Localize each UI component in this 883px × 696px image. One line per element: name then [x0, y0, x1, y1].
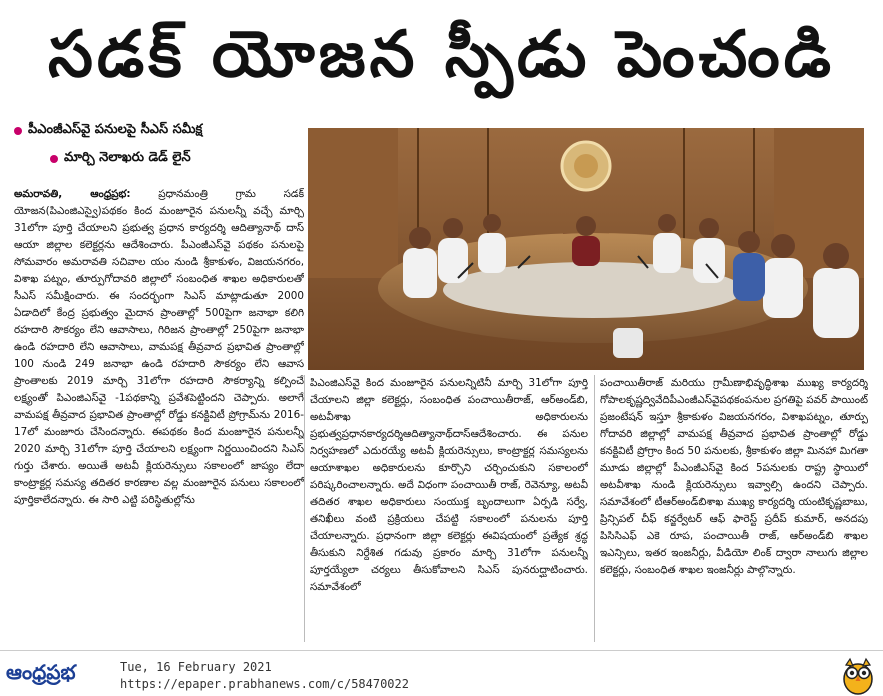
logo-text: ఆంధ్రప్రభ	[6, 659, 76, 684]
footer-info	[120, 659, 409, 693]
article-column-3	[600, 375, 868, 642]
subhead-1	[14, 122, 304, 140]
subhead-1-text: పీఎంజీఎస్‌వై పనులపై సీఎస్ సమీక్ష	[28, 122, 203, 137]
source-url[interactable]: https://epaper.prabhanews.com/c/58470022	[120, 677, 409, 691]
dateline: అమరావతి, ఆంధ్రప్రభ:	[14, 188, 131, 200]
column-1-text: ప్రధానమంత్రి గ్రామ సడక్ యోజన(పిఎంజిఎస్వై)పథకం కింద మంజూరైన పనులన్నీ వచ్చే మార్చి 31లోగా పూర్తి చేయాలని ప్రభుత్వ ప్రధాన కార్యదర్శి ఆదిత్యానాథ్ దాస్ ఆయా జిల్లాల కలెక్టర్లను ఆదేశించారు. పీఎంజీఎస్‌వై పథకం పనులపై సోమవారం అమరావతి సచివాల యం నుండి శ్రీకాకుళం, విజయనగరం, విశాఖ పట్నం, తూర్పుగోదావరి జిల్లాలో సంబంధిత శాఖల అధికారులతో సీఎస్ సమీక్షించారు. ఈ సందర్భంగా సిఎస్ మాట్లాడుతూ 2000 ఏడాదిలో కేంద్ర ప్రభుత్వం మైదాన ప్రాంతాల్లో 500పైగా జనాభా కలిగి రహదారి సౌకర్యం లేని ఆవాసాలు, గిరిజన ప్రాంతాల్లో 250పైగా జనాభా ఉండి రహదారి లేని ఆవాసాలు, వామపక్ష తీవ్రవాద ప్రభావిత ప్రాంతాల్లో 100 నుండి 249 జనాభా ఉండి రహదారి సౌకర్యం లేని ఆవాస ప్రాంతాలకు 2019 మార్చి 31లోగా రహదారి సౌకర్యాన్ని కల్పించే లక్ష్యంతో పిఎంజిఎస్‌వై -1పథకాన్ని ప్రవేశపెట్టిందని చెప్పారు. అలాగే వామపక్ష తీవ్రవాద ప్రభావిత ప్రాంతాల్లో రోడ్డు కనక్టివిటీ ప్రోగ్రామ్‌ను 2016-17లో మంజూరు చేసిందన్నారు. ఈపథకం కింద మంజూరైన పనులన్నీ 2020 మార్చి 31లోగా పూర్తి చేయాలని లక్ష్యంగా నిర్ణయించిందని సిఎస్ గుర్తు చేశారు. అయితే అటవీ క్లియరెన్సులు సకాలంలో జాప్యం లేదా కాంట్రాక్టర్ల సమస్య తదితర కారణాల వల్ల మంజూరైన పనులు సకాలంలో పూర్తికాలేదన్నారు. ఈ సారి ఎట్టి పరిస్థితుల్లోను	[14, 188, 304, 506]
newspaper-logo	[6, 657, 118, 691]
owl-icon	[841, 655, 875, 695]
footer	[0, 650, 883, 696]
paragraph-1	[14, 186, 304, 509]
publication-date: Tue, 16 February 2021	[120, 660, 272, 674]
column-2-text: పిఎంజిఎస్‌వై కింద మంజూరైన పనులన్నిటినీ మార్చి 31లోగా పూర్తి చేయాలని జిల్లా కలెక్టర్లు, సంబంధిత పంచాయితీరాజ్, ఆర్అండ్‌బి, అటవీశాఖ అధికారులను ప్రభుత్వప్రధానకార్యదర్శిఆదిత్యానాథ్‌దాస్‌ఆదేశించారు. ఈ పనుల నిర్వహణలో ఎదురయ్యే అటవీ క్లియరెన్సులు, కాంట్రాక్టర్ల సమస్యలను ఆయాశాఖల అధికారులను కూర్చొని చర్చించుకుని సకాలంలో పరిష్కరించాలన్నారు. అదే విధంగా పంచాయితీ రాజ్, రెవెన్యూ, అటవీ తదితర శాఖల అధికారులు సంయుక్త బృందాలుగా ఏర్పడి సర్వే, తనిఖీలు వంటి ప్రక్రియలు చేపట్టి సకాలంలో పనులను పూర్తి చేయాలన్నారు. ప్రధానంగా జిల్లా కలెక్టర్లు ఈవిషయంలో ప్రత్యేక శ్రద్ధ తీసుకుని నిర్దేశిత గడువు ప్రకారం మార్చి 31లోగా పనులన్నీ పూర్తయ్యేలా చర్యలు తీసుకోవాలని సిఎస్ పునరుద్ఘాటించారు. సమావేశంలో	[310, 377, 588, 593]
subhead-2	[50, 150, 304, 168]
subhead-2-text: మార్చి నెలాఖరు డెడ్ లైన్	[64, 150, 191, 165]
meeting-photo	[308, 128, 864, 370]
bullet-icon	[50, 155, 58, 163]
column-divider	[304, 375, 305, 642]
subheads	[14, 122, 304, 178]
meeting-photo-illustration	[308, 128, 864, 370]
headline: సడక్ యోజన స్పీడు పెంచండి	[47, 17, 836, 92]
column-divider	[594, 375, 595, 642]
column-3-text: పంచాయితీరాజ్ మరియు గ్రామీణాభివృద్ధిశాఖ ముఖ్య కార్యదర్శి గోపాలకృష్ణద్వివేదిపీఎంజీఎస్‌వైపథకంపనుల ప్రగతిపై పవర్ పాయింట్ ప్రజంటేషన్ ఇస్తూ శ్రీకాకుళం విజయనగరం, విశాఖపట్నం, తూర్పు గోదావరి జిల్లాల్లో వామపక్ష తీవ్రవాద ప్రభావిత ప్రాంతాల్లో రోడ్డు కనక్టివిటీ ప్రోగ్రాం కింద 50 పనులకు, శ్రీకాకుళం జిల్లా మినహా మిగతా మూడు జిల్లాల్లో పీఎంజీఎస్‌వై కింద 5పనులకు రాష్ట్ర స్థాయిలో అటవీశాఖ నుండి క్లియరెన్సులు ఇవ్వాల్సి ఉందని చెప్పారు. సమావేశంలో టీఆర్అండ్‌బిశాఖ ముఖ్య కార్యదర్శి యంటికృష్ణబాబు, ప్రిన్సిపల్ చీఫ్ కన్జర్వేటర్ ఆఫ్ ఫారెస్ట్ ప్రదీప్ కుమార్, అనదపు పిసిసిఎఫ్ ఎకె రూప, పంచాయితీ రాజ్, ఆర్అండ్‌బి శాఖల ఇఎన్సిలు, ఇతర ఇంజనీర్లు, వీడియో లింక్ ద్వారా నాలుగు జిల్లాల కలెక్టర్లు, సంబంధిత శాఖల ఇంజనీర్లు పాల్గొన్నారు.	[600, 377, 868, 576]
bullet-icon	[14, 127, 22, 135]
article-column-1	[14, 186, 304, 642]
article-column-2	[310, 375, 588, 642]
